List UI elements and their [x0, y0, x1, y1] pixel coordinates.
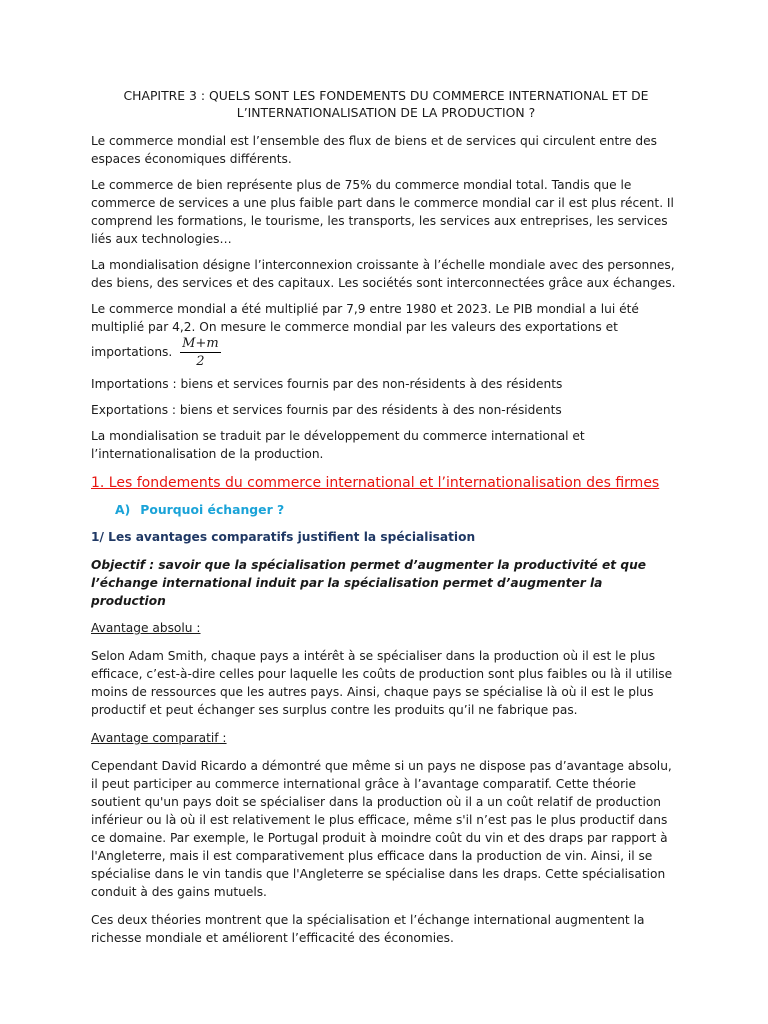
- section-heading-a: [115, 501, 681, 519]
- paragraph-mondialisation: La mondialisation désigne l’interconnexion croissante à l’échelle mondiale avec des personnes, des biens, des services et des capitaux. Les sociétés sont interconnectées grâce aux échanges.: [91, 258, 676, 290]
- paragraph-production: La mondialisation se traduit par le développement du commerce international et l’internationalisation de la production.: [91, 429, 585, 461]
- absolute-advantage-text: Selon Adam Smith, chaque pays a intérêt à se spécialiser dans la production où il est le plus efficace, c’est-à-dire celles pour laquelle les coûts de production sont plus faibles ou là il utilise moins de ressources que les autres pays. Ainsi, chaque pays se spécialise là où il est le plus productif et peut échanger ses surplus contre les produits qu’il ne fabrique pas.: [91, 649, 673, 717]
- conclusion-text: Ces deux théories montrent que la spécialisation et l’échange international augmentent la richesse mondiale et améliorent l’efficacité des économies.: [91, 913, 645, 945]
- absolute-advantage-heading: Avantage absolu :: [91, 621, 201, 635]
- section-a-text: Pourquoi échanger ?: [140, 502, 285, 517]
- section-heading-1: 1. Les fondements du commerce international et l’internationalisation des firmes: [91, 475, 660, 491]
- comparative-advantage-text: Cependant David Ricardo a démontré que même si un pays ne dispose pas d’avantage absolu, il peut participer au commerce international grâce à l’avantage comparatif. Cette théorie soutient qu'un pays doit se spécialiser dans la production où il a un coût relatif de production inférieur ou là où il est relativement le plus efficace, même s'il n’est pas le plus productif dans ce domaine. Par exemple, le Portugal produit à moindre coût du vin et des draps par rapport à l'Angleterre, mais il est comparativement plus efficace dans la production de vin. Ainsi, il se spécialise dans le vin tandis que l'Angleterre se spécialise dans les draps. Cette spécialisation conduit à des gains mutuels.: [91, 759, 672, 899]
- document-page: [91, 87, 681, 955]
- formula-fraction: [180, 336, 221, 369]
- paragraph-importations: Importations : biens et services fournis par des non-résidents à des résidents: [91, 377, 563, 391]
- subsection-heading: 1/ Les avantages comparatifs justifient la spécialisation: [91, 530, 476, 544]
- formula-numerator: M+m: [182, 336, 219, 351]
- paragraph-goods-services: Le commerce de bien représente plus de 75% du commerce mondial total. Tandis que le commerce de services a une plus faible part dans le commerce mondial car il est plus récent. Il comprend les formations, le tourisme, les transports, les services aux entreprises, les services liés aux technologies…: [91, 178, 674, 246]
- paragraph-exportations: Exportations : biens et services fournis par des résidents à des non-résidents: [91, 403, 562, 417]
- chapter-title: CHAPITRE 3 : QUELS SONT LES FONDEMENTS DU COMMERCE INTERNATIONAL ET DE L’INTERNATIONALISATION DE LA PRODUCTION ?: [123, 88, 649, 120]
- comparative-advantage-heading: Avantage comparatif :: [91, 731, 227, 745]
- section-a-letter: A): [115, 502, 131, 517]
- paragraph-growth: [91, 300, 681, 369]
- formula-denominator: 2: [196, 354, 205, 369]
- objective-text: Objectif : savoir que la spécialisation permet d’augmenter la productivité et que l’échange international induit par la spécialisation permet d’augmenter la production: [91, 558, 647, 608]
- paragraph-definition: Le commerce mondial est l’ensemble des flux de biens et de services qui circulent entre des espaces économiques différents.: [91, 134, 657, 166]
- paragraph-growth-text: Le commerce mondial a été multiplié par 7,9 entre 1980 et 2023. Le PIB mondial a lui été multiplié par 4,2. On mesure le commerce mondial par les valeurs des exportations et importations.: [91, 302, 639, 359]
